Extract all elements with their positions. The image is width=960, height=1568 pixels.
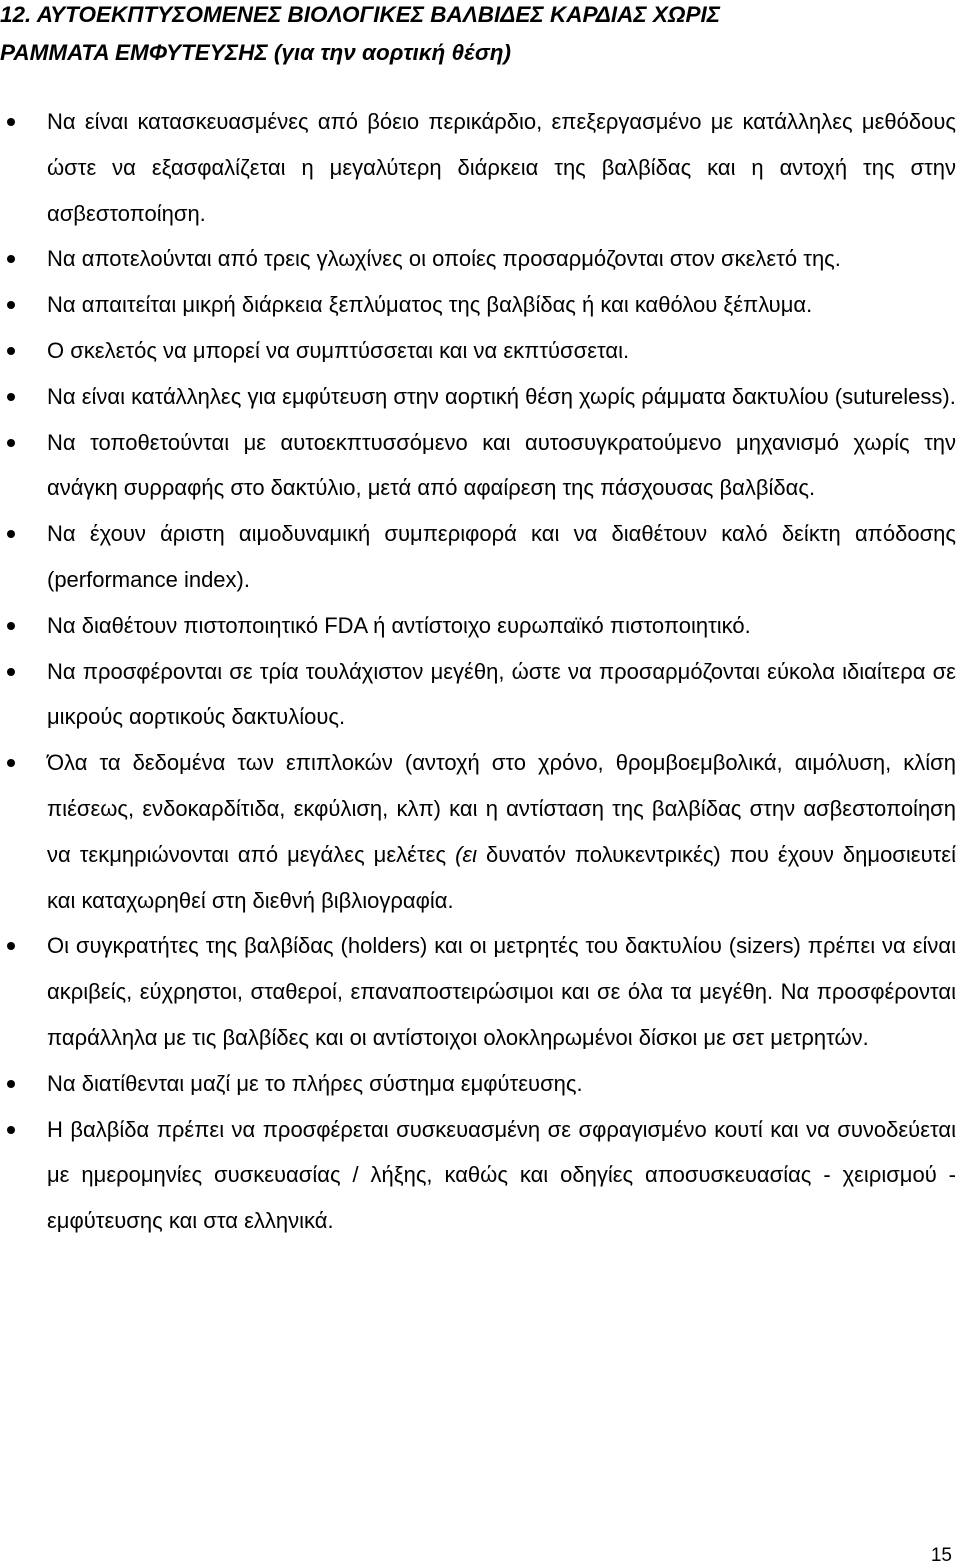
list-item xyxy=(0,1061,956,1107)
list-item xyxy=(0,374,956,420)
list-item xyxy=(0,328,956,374)
list-item-text: Να διατίθενται μαζί με το πλήρες σύστημα εμφύτευσης. xyxy=(47,1070,583,1096)
bullet-icon xyxy=(7,301,15,309)
list-item xyxy=(0,420,956,512)
bullet-icon xyxy=(7,530,15,538)
list-item xyxy=(0,282,956,328)
bullet-icon xyxy=(7,942,15,950)
list-item-text: Να διαθέτουν πιστοποιητικό FDA ή αντίστοιχο ευρωπαϊκό πιστοποιητικό. xyxy=(47,612,751,638)
list-item-text: Οι συγκρατήτες της βαλβίδας (holders) και οι μετρητές του δακτυλίου (sizers) πρέπει να είναι ακριβείς, εύχρηστοι, σταθεροί, επαναποστειρώσιμοι και σε όλα τα μεγέθη. Να προσφέρονται παράλληλα με τις βαλβίδες και οι αντίστοιχοι ολοκληρωμένοι δίσκοι με σετ μετρητών. xyxy=(47,933,956,1050)
bullet-icon xyxy=(7,255,15,263)
heading-line-1: 12. ΑΥΤΟΕΚΠΤΥΣΟΜΕΝΕΣ ΒΙΟΛΟΓΙΚΕΣ ΒΑΛΒΙΔΕΣ ΚΑΡΔΙΑΣ ΧΩΡΙΣ xyxy=(0,2,721,27)
list-item-text: Να έχουν άριστη αιμοδυναμική συμπεριφορά και να διαθέτουν καλό δείκτη απόδοσης (performance index). xyxy=(47,521,956,592)
page-number: 15 xyxy=(930,1545,952,1566)
list-item-text: Να προσφέρονται σε τρία τουλάχιστον μεγέθη, ώστε να προσαρμόζονται εύκολα ιδιαίτερα σε μικρούς αορτικούς δακτυλίους. xyxy=(47,658,956,730)
list-item-text: Να απαιτείται μικρή διάρκεια ξεπλύματος της βαλβίδας ή και καθόλου ξέπλυμα. xyxy=(47,292,813,318)
bullet-icon xyxy=(7,118,15,126)
list-item-text: Να αποτελούνται από τρεις γλωχίνες οι οποίες προσαρμόζονται στον σκελετό της. xyxy=(47,246,841,272)
list-item-text xyxy=(47,740,956,923)
section-heading xyxy=(0,0,900,72)
list-item-text-italic: (ει xyxy=(455,841,477,867)
bullet-icon xyxy=(7,759,15,767)
list-item-text: Ο σκελετός να μπορεί να συμπτύσσεται και να εκπτύσσεται. xyxy=(47,337,630,363)
list-item-text: Να είναι κατασκευασμένες από βόειο περικάρδιο, επεξεργασμένο με κατάλληλες μεθόδους ώστε να εξασφαλίζεται η μεγαλύτερη διάρκεια της βαλβίδας και η αντοχή της στην ασβεστοποίηση. xyxy=(47,109,956,226)
bullet-icon xyxy=(7,622,15,630)
heading-line-2: ΡΑΜΜΑΤΑ ΕΜΦΥΤΕΥΣΗΣ (για την αορτική θέση) xyxy=(0,40,511,65)
list-item xyxy=(0,603,956,649)
list-item xyxy=(0,1107,956,1244)
list-item-text-main: Όλα τα δεδομένα των επιπλοκών (αντοχή στο χρόνο, θρομβοεμβολικά, αιμόλυση, κλίση πιέσεως, ενδοκαρδίτιδα, εκφύλιση, κλπ) και η αντίσταση της βαλβίδας στην ασβεστοποίηση να τεκμηριώνονται από μεγάλες μελέτες xyxy=(47,750,956,867)
list-item-text: Η βαλβίδα πρέπει να προσφέρεται συσκευασμένη σε σφραγισμένο κουτί και να συνοδεύεται με ημερομηνίες συσκευασίας / λήξης, καθώς και οδηγίες αποσυσκευασίας - χειρισμού - εμφύτευσης και στα ελληνικά. xyxy=(47,1116,956,1234)
list-item xyxy=(0,236,956,282)
list-item xyxy=(0,511,956,603)
list-item xyxy=(0,649,956,741)
list-item xyxy=(0,99,956,236)
list-item xyxy=(0,923,956,1060)
bullet-icon xyxy=(7,668,15,676)
list-item xyxy=(0,740,956,923)
list-item-text: Να είναι κατάλληλες για εμφύτευση στην αορτική θέση χωρίς ράμματα δακτυλίου (sutureless). xyxy=(47,383,956,409)
list-item-text-tail: δυνατόν πολυκεντρικές) που έχουν δημοσιευτεί και καταχωρηθεί στη διεθνή βιβλιογραφία. xyxy=(47,841,957,913)
bullet-icon xyxy=(7,1126,15,1134)
list-item-text: Να τοποθετούνται με αυτοεκπτυσσόμενο και αυτοσυγκρατούμενο μηχανισμό χωρίς την ανάγκη συρραφής στο δακτύλιο, μετά από αφαίρεση της πάσχουσας βαλβίδας. xyxy=(47,429,956,501)
requirements-list xyxy=(0,99,956,1244)
bullet-icon xyxy=(7,393,15,401)
bullet-icon xyxy=(7,1080,15,1088)
bullet-icon xyxy=(7,439,15,447)
bullet-icon xyxy=(7,347,15,355)
